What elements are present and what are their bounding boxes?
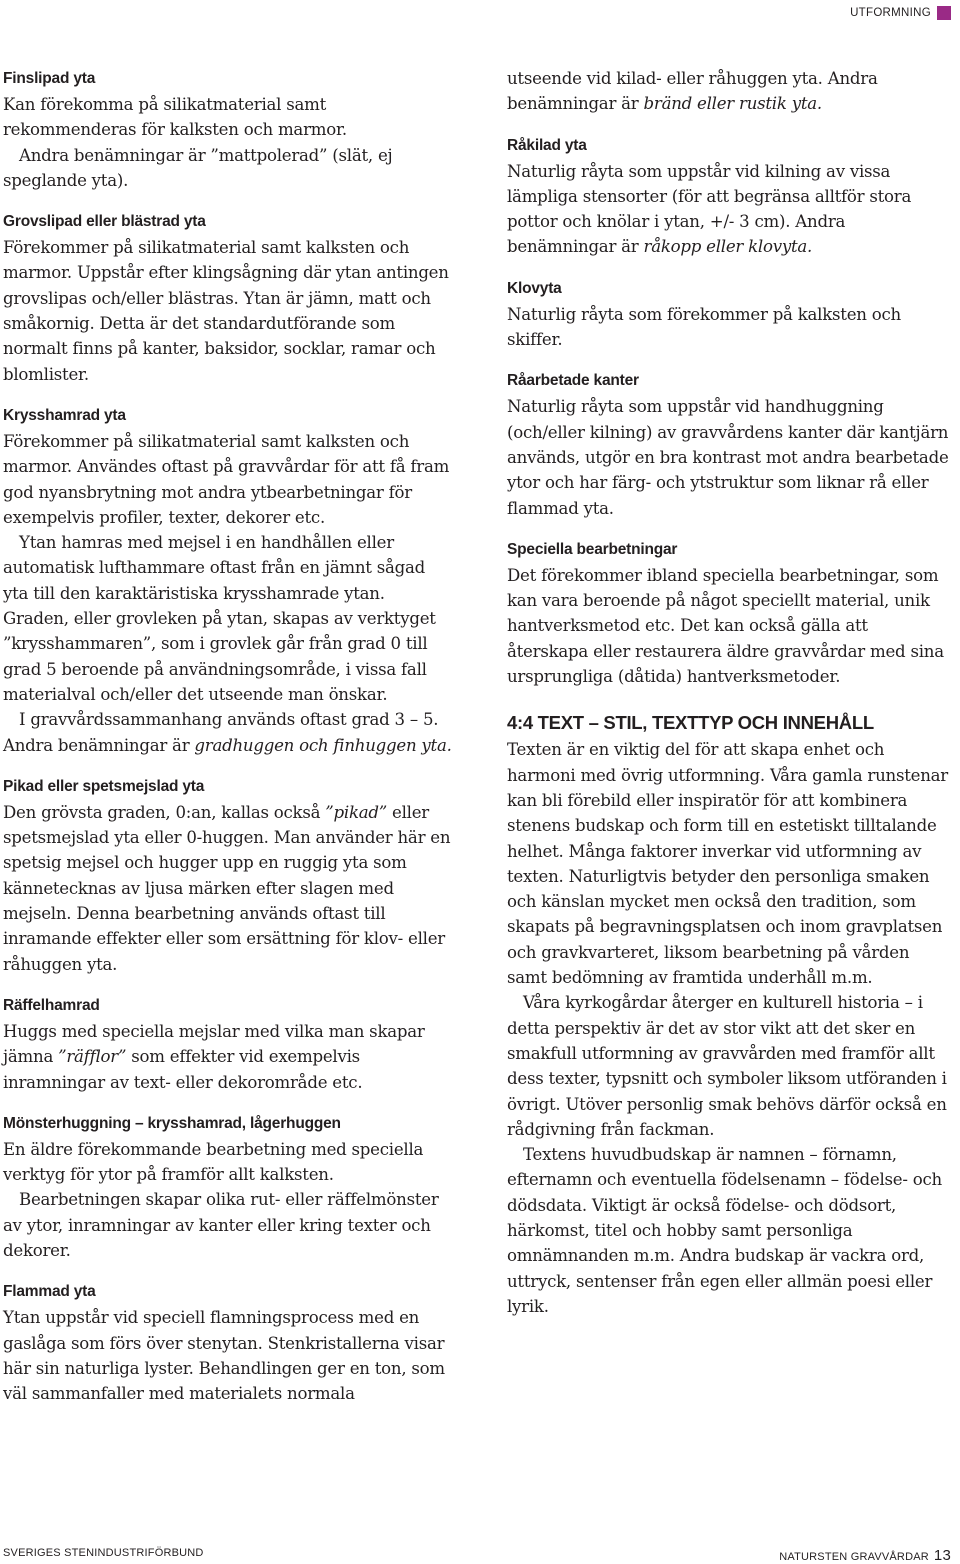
section-speciella [507,537,953,689]
page-header [850,2,951,24]
paragraph [3,733,455,758]
paragraph [3,800,455,977]
heading-pikad: Pikad eller spetsmejslad yta [3,777,205,795]
paragraph: I gravvårdssammanhang används oftast grad 3 – 5. [19,710,439,730]
section-flammad [3,1279,455,1406]
section-grovslipad [3,209,455,387]
text-run: Den grövsta graden, 0:an, kallas också [3,802,326,822]
text-run-italic: gradhuggen och finhuggen yta. [194,735,452,755]
section-label: UTFORMNING [850,7,931,19]
paragraph: Naturlig råyta som uppstår vid handhuggning (och/eller kilning) av gravvårdens kanter där kantjärn används, utgör en bra kontrast mot andra bearbetade ytor och har färg- och ytstruktur som liknar rå eller flammad yta. [507,397,949,518]
section-klovyta [507,276,953,353]
paragraph: Bearbetningen skapar olika rut- eller räffelmönster av ytor, inramningar av kanter eller kring texter och dekorer. [3,1190,439,1260]
section-raffelhamrad [3,993,455,1095]
paragraph: Ytan uppstår vid speciell flamningsprocess med en gaslåga som förs över stenytan. Stenkristallerna visar här sin naturliga lyster. Behandlingen ger en ton, som väl sammanfaller med materialets normala [3,1308,445,1404]
paragraph: Kan förekomma på silikatmaterial samt rekommenderas för kalksten och marmor. [3,95,347,140]
paragraph: Våra kyrkogårdar återger en kulturell historia – i detta perspektiv är det av stor vikt att det sker en smakfull utformning av gravvården med framför allt dess texter, typsnitt och symboler liksom utföranden i övrigt. Utöver personlig smak behövs därför också en rådgivning från fackman. [507,993,947,1139]
heading-flammad: Flammad yta [3,1283,96,1301]
heading-grovslipad: Grovslipad eller blästrad yta [3,213,206,231]
text-run: Huggs med speciella mejslar med vilka man skapar jämna [3,1021,425,1067]
footer-publication: NATURSTEN GRAVVÅRDAR [779,1551,929,1563]
heading-raarbetade: Råarbetade kanter [507,372,639,390]
section-color-marker [937,6,951,20]
section-monsterhuggning [3,1111,455,1263]
heading-rakilad: Råkilad yta [507,136,587,154]
section-rakilad [507,133,953,260]
text-run: som effekter vid exempelvis inramningar av text- eller dekorområde etc. [3,1047,363,1092]
section-text-stil [507,709,953,1319]
section-raarbetade [507,368,953,520]
paragraph: Texten är en viktig del för att skapa enhet och harmoni med övrig utformning. Våra gamla runstenar kan bli förebild eller inspiratör för att kombinera stenens budskap och form till en estetiskt tilltalande helhet. Många faktorer inverkar vid utformning av texten. Naturligtvis betyder den personliga smaken och känslan mycket men också den tradition, som skapats på begravningsplatsen och inom gravplatsen och gravkvarteret, liksom bearbetning på vården samt bedömning av framtida underhåll m.m. [507,740,948,988]
heading-finslipad: Finslipad yta [3,70,96,87]
text-run-italic: ”pikad” [325,802,387,822]
paragraph: En äldre förekommande bearbetning med speciella verktyg för ytor på framför allt kalksten. [3,1139,424,1185]
paragraph [3,1019,455,1095]
paragraph: Det förekommer ibland speciella bearbetningar, som kan vara beroende på något speciellt material, unik hantverksmetod etc. Det kan också gälla att återskapa eller restaurera äldre gravvårdar med sina ursprungliga (dåtida) hantverksmetoder. [507,565,944,687]
text-run-italic: ”räfflor” [58,1047,127,1067]
heading-monsterhuggning: Mönsterhuggning – krysshamrad, lågerhuggen [3,1114,341,1132]
text-run: eller spetsmejslad yta eller 0-huggen. Man använder här en spetsig mejsel och hugger upp en ruggig yta som kännetecknas av ljusa märken efter slagen med mejseln. Denna bearbetning används oftast till inramande effekter eller som ersättning för klov- eller råhuggen yta. [3,802,451,974]
paragraph: Graden, eller grovleken på ytan, skapas av verktyget ”krysshammaren”, som i grovlek går från grad 0 till grad 5 beroende på användningsområde, i vissa fall materialval och/eller det utseende man önskar. [3,609,436,704]
text-run: Andra benämningar är [3,735,195,755]
paragraph: Naturlig råyta som förekommer på kalksten och skiffer. [507,304,901,350]
heading-speciella: Speciella bearbetningar [507,540,678,558]
section-finslipad [3,66,455,193]
paragraph [507,66,953,117]
paragraph: Förekommer på silikatmaterial samt kalksten och marmor. Användes oftast på gravvårdar för att få fram god nyansbrytning mot andra ytbearbetningar för exempelvis profiler, texter, dekorer etc. [3,431,450,527]
paragraph: Textens huvudbudskap är namnen – förnamn, efternamn och eventuella födelsenamn – födelse- och dödsdata. Viktigt är också födelse- och dödsort, härkomst, titel och hobby samt personliga omnämnanden m.m. Andra budskap är vackra ord, uttryck, sentenser från egen eller allmän poesi eller lyrik. [507,1145,942,1316]
paragraph: Andra benämningar är ”mattpolerad” (slät, ej speglande yta). [3,145,393,190]
text-run-italic: bränd eller rustik yta. [643,94,822,114]
text-run: utseende vid kilad- eller råhuggen yta. Andra benämningar är [507,69,878,114]
section-pikad [3,774,455,977]
chapter-heading: 4:4 TEXT – STIL, TEXTTYP OCH INNEHÅLL [507,712,874,734]
heading-raffelhamrad: Räffelhamrad [3,996,100,1014]
heading-klovyta: Klovyta [507,279,562,297]
section-flammad-continued [507,66,953,117]
paragraph: Förekommer på silikatmaterial samt kalksten och marmor. Uppstår efter klingsågning där ytan antingen grovslipas och/eller blästras. Ytan är jämn, matt och småkornig. Detta är det standardutförande som normalt finns på kanter, baksidor, socklar, ramar och blomlister. [3,238,449,384]
paragraph: Ytan hamras med mejsel i en handhållen eller automatisk lufthammare oftast från en jämnt sågad yta till den karaktäristiska krysshamrade ytan. [3,533,426,603]
text-run: Naturlig råyta som uppstår vid kilning av vissa lämpliga stensorter (för att begränsa alltför stora pottor och knölar i ytan, +/- 3 cm). Andra benämningar är [507,161,912,257]
footer-right [779,1547,951,1564]
left-column [3,66,455,1406]
paragraph [507,159,953,260]
right-column [507,66,953,1319]
section-krysshamrad [3,403,455,758]
text-run-italic: råkopp eller klovyta. [643,237,813,257]
page-number: 13 [933,1547,951,1564]
footer-publisher: SVERIGES STENINDUSTRIFÖRBUND [3,1547,204,1559]
heading-krysshamrad: Krysshamrad yta [3,406,126,424]
